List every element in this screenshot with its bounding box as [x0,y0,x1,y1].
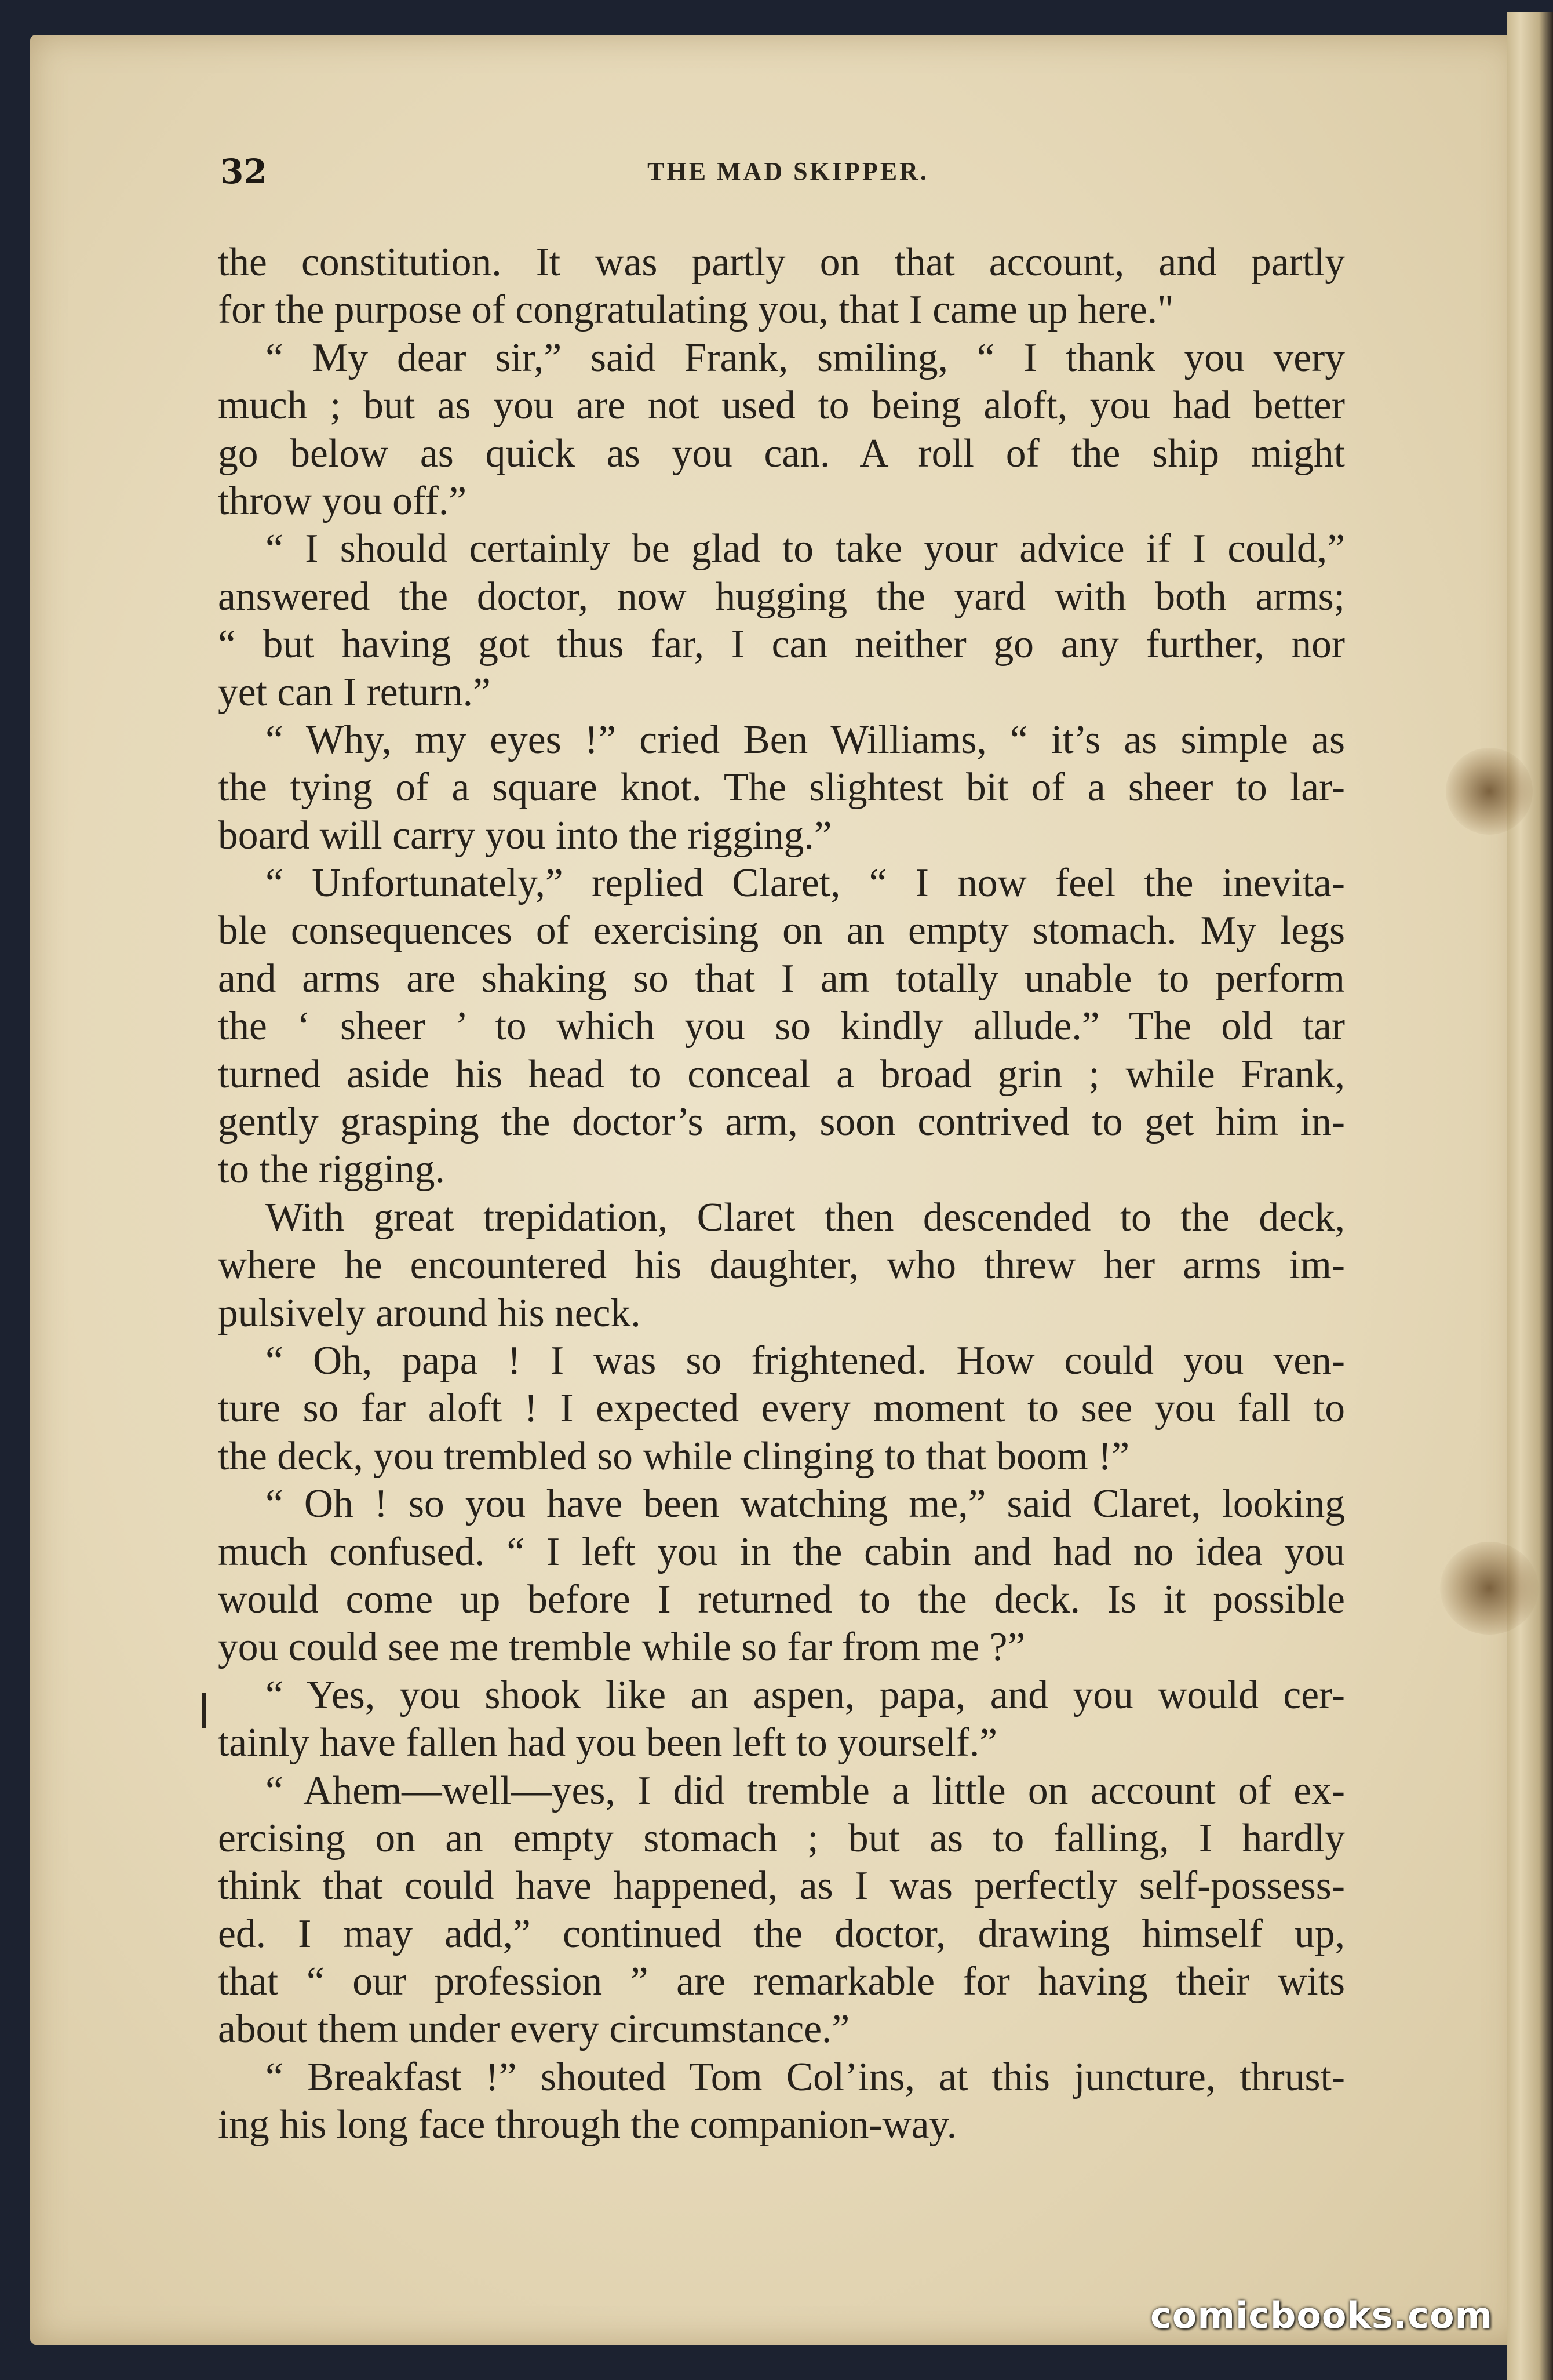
text-line: that “ our profession ” are remarkable for having their wits [218,1959,1345,2004]
text-line: “ My dear sir,” said Frank, smiling, “ I thank you very [265,335,1345,380]
text-line: you could see me tremble while so far from me ?” [218,1625,1026,1670]
book-title: THE MAD SKIPPER. [647,157,929,185]
text-line: yet can I return.” [218,669,491,715]
watermark: comicbooks.com [1150,2294,1493,2337]
text-line: “ I should certainly be glad to take your advice if I could,” [265,526,1345,572]
running-head [220,152,1356,192]
text-line: “ Yes, you shook like an aspen, papa, and you would cer- [265,1672,1345,1717]
text-line: think that could have happened, as I was perfectly self-possess- [218,1864,1345,1909]
text-line: ing his long face through the companion-way. [218,2102,957,2148]
text-line: for the purpose of congratulating you, that I came up here." [218,288,1174,333]
text-line: “ but having got thus far, I can neither go any further, nor [218,622,1345,667]
margin-mark [202,1693,206,1728]
text-line: “ Unfortunately,” replied Claret, “ I now feel the inevita- [265,861,1345,906]
text-line: the ‘ sheer ’ to which you so kindly allude.” The old tar [218,1004,1345,1049]
text-line: ble consequences of exercising on an empty stomach. My legs [218,908,1345,954]
body-text [218,239,1345,2149]
text-line: would come up before I returned to the deck. Is it possible [218,1577,1345,1622]
book-spine [1507,12,1553,2380]
text-line: board will carry you into the rigging.” [218,813,832,858]
text-line: turned aside his head to conceal a broad grin ; while Frank, [218,1051,1345,1097]
text-line: ture so far aloft ! I expected every moment to see you fall to [218,1386,1345,1431]
text-line: the deck, you trembled so while clinging to that boom !” [218,1433,1130,1479]
text-line: about them under every circumstance.” [218,2007,850,2052]
text-line: pulsively around his neck. [218,1290,641,1335]
text-line: “ Ahem—well—yes, I did tremble a little on account of ex- [265,1768,1345,1813]
text-line: where he encountered his daughter, who threw her arms im- [218,1243,1345,1288]
text-line: “ Why, my eyes !” cried Ben Williams, “ it’s as simple as [265,717,1345,762]
page-number: 32 [220,152,267,191]
text-line: answered the doctor, now hugging the yard with both arms; [218,574,1345,619]
text-line: and arms are shaking so that I am totally unable to perform [218,956,1345,1001]
text-line: gently grasping the doctor’s arm, soon contrived to get him in- [218,1100,1345,1145]
text-line: “ Breakfast !” shouted Tom Col’ins, at this juncture, thrust- [265,2054,1345,2099]
text-line: ercising on an empty stomach ; but as to falling, I hardly [218,1815,1345,1861]
text-line: much ; but as you are not used to being aloft, you had better [218,383,1345,428]
stain-mark [1446,748,1533,835]
stain-mark [1440,1542,1539,1635]
text-line: the tying of a square knot. The slightest bit of a sheer to lar- [218,765,1345,810]
text-line: throw you off.” [218,478,467,523]
text-line: to the rigging. [218,1147,445,1192]
text-line: ed. I may add,” continued the doctor, drawing himself up, [218,1911,1345,1956]
text-line: “ Oh, papa ! I was so frightened. How could you ven- [265,1338,1345,1383]
text-line: With great trepidation, Claret then descended to the deck, [265,1195,1345,1240]
text-line: go below as quick as you can. A roll of the ship might [218,431,1345,476]
text-line: tainly have fallen had you been left to yourself.” [218,1720,998,1766]
text-line: the constitution. It was partly on that account, and partly [218,240,1345,285]
text-line: much confused. “ I left you in the cabin and had no idea you [218,1529,1345,1574]
text-line: “ Oh ! so you have been watching me,” said Claret, looking [265,1482,1345,1527]
